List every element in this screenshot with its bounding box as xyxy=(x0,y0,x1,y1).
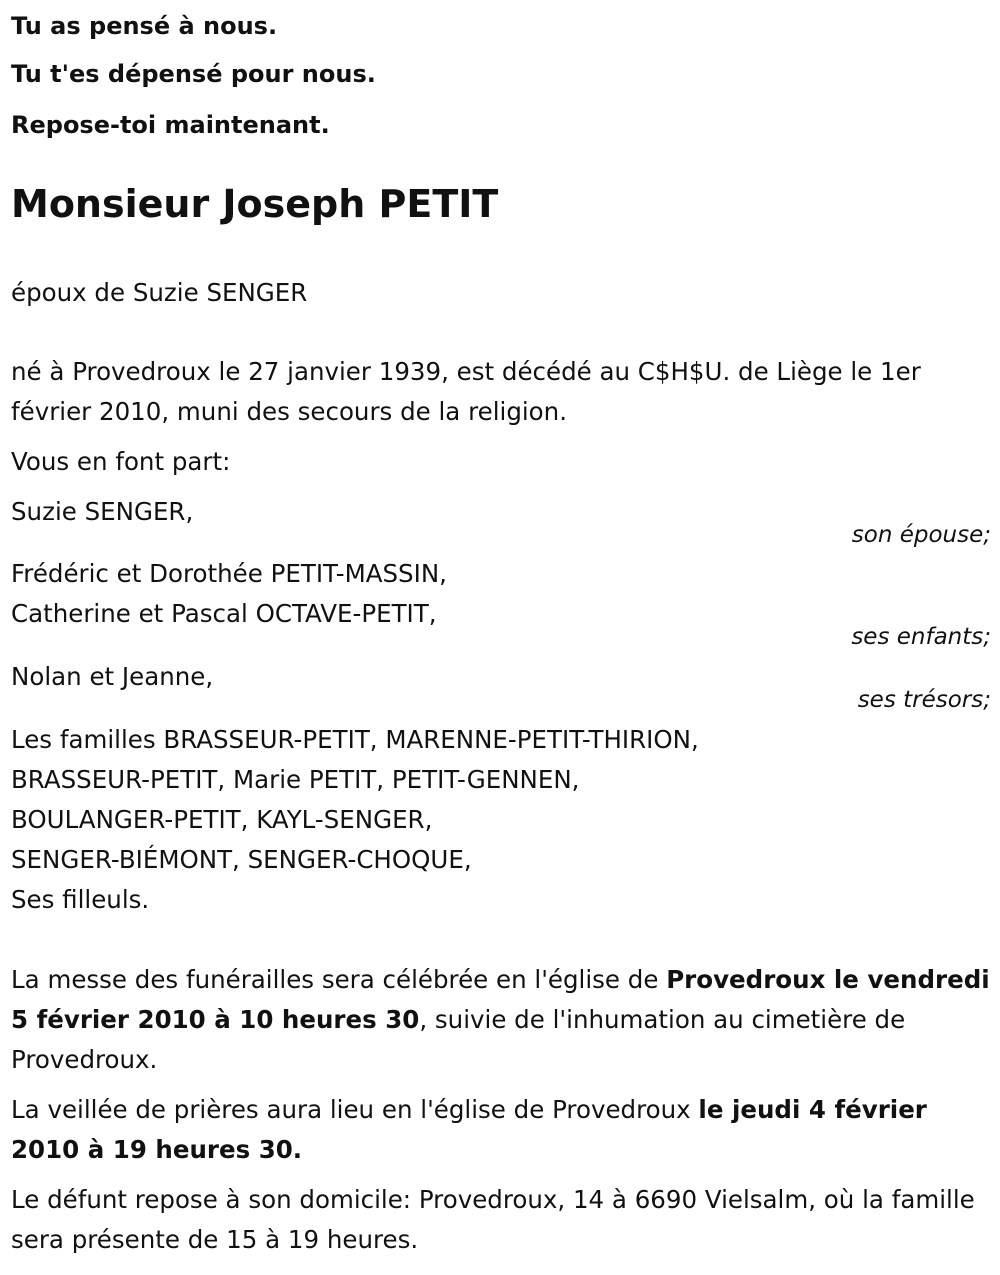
spouse-relation: son épouse; xyxy=(851,522,991,548)
treasures-names: Nolan et Jeanne, xyxy=(11,662,214,691)
families-line-5: Ses filleuls. xyxy=(11,885,150,914)
vigil-date-bold: le jeudi 4 février 2010 à 19 heures 30. xyxy=(11,1095,927,1164)
announce-line: Vous en font part: xyxy=(11,447,231,476)
verse-line-2: Tu t'es dépensé pour nous. xyxy=(11,60,376,88)
funeral-text-2: , suivie de l'inhumation au cimetière de Provedroux. xyxy=(11,1005,906,1074)
birth-death-line-1: né à Provedroux le 27 janvier 1939, est décédé au C$H$U. de Liège le 1er xyxy=(11,357,921,386)
spouse-name: Suzie SENGER, xyxy=(11,497,194,526)
verse-line-1: Tu as pensé à nous. xyxy=(11,12,278,40)
children-relation: ses enfants; xyxy=(851,624,991,650)
funeral-paragraph xyxy=(11,960,991,1080)
funeral-text-1: La messe des funérailles sera célébrée en l'église de xyxy=(11,965,667,994)
child-name-2: Catherine et Pascal OCTAVE-PETIT, xyxy=(11,599,437,628)
families-line-4: SENGER-BIÉMONT, SENGER-CHOQUE, xyxy=(11,845,472,874)
families-line-3: BOULANGER-PETIT, KAYL-SENGER, xyxy=(11,805,433,834)
families-line-1: Les familles BRASSEUR-PETIT, MARENNE-PETIT-THIRION, xyxy=(11,725,699,754)
spouse-line: époux de Suzie SENGER xyxy=(11,278,308,307)
funeral-date-bold: Provedroux le vendredi 5 février 2010 à 10 heures 30 xyxy=(11,965,990,1034)
treasures-relation: ses trésors; xyxy=(857,687,991,713)
deceased-name: Monsieur Joseph PETIT xyxy=(11,182,499,226)
vigil-text-1: La veillée de prières aura lieu en l'église de Provedroux xyxy=(11,1095,699,1124)
vigil-paragraph xyxy=(11,1090,991,1170)
verse-line-3: Repose-toi maintenant. xyxy=(11,111,330,139)
families-line-2: BRASSEUR-PETIT, Marie PETIT, PETIT-GENNEN, xyxy=(11,765,580,794)
child-name-1: Frédéric et Dorothée PETIT-MASSIN, xyxy=(11,559,447,588)
rest-paragraph xyxy=(11,1180,991,1260)
rest-text: Le défunt repose à son domicile: Provedroux, 14 à 6690 Vielsalm, où la famille sera présente de 15 à 19 heures. xyxy=(11,1185,975,1254)
birth-death-line-2: février 2010, muni des secours de la religion. xyxy=(11,397,567,426)
